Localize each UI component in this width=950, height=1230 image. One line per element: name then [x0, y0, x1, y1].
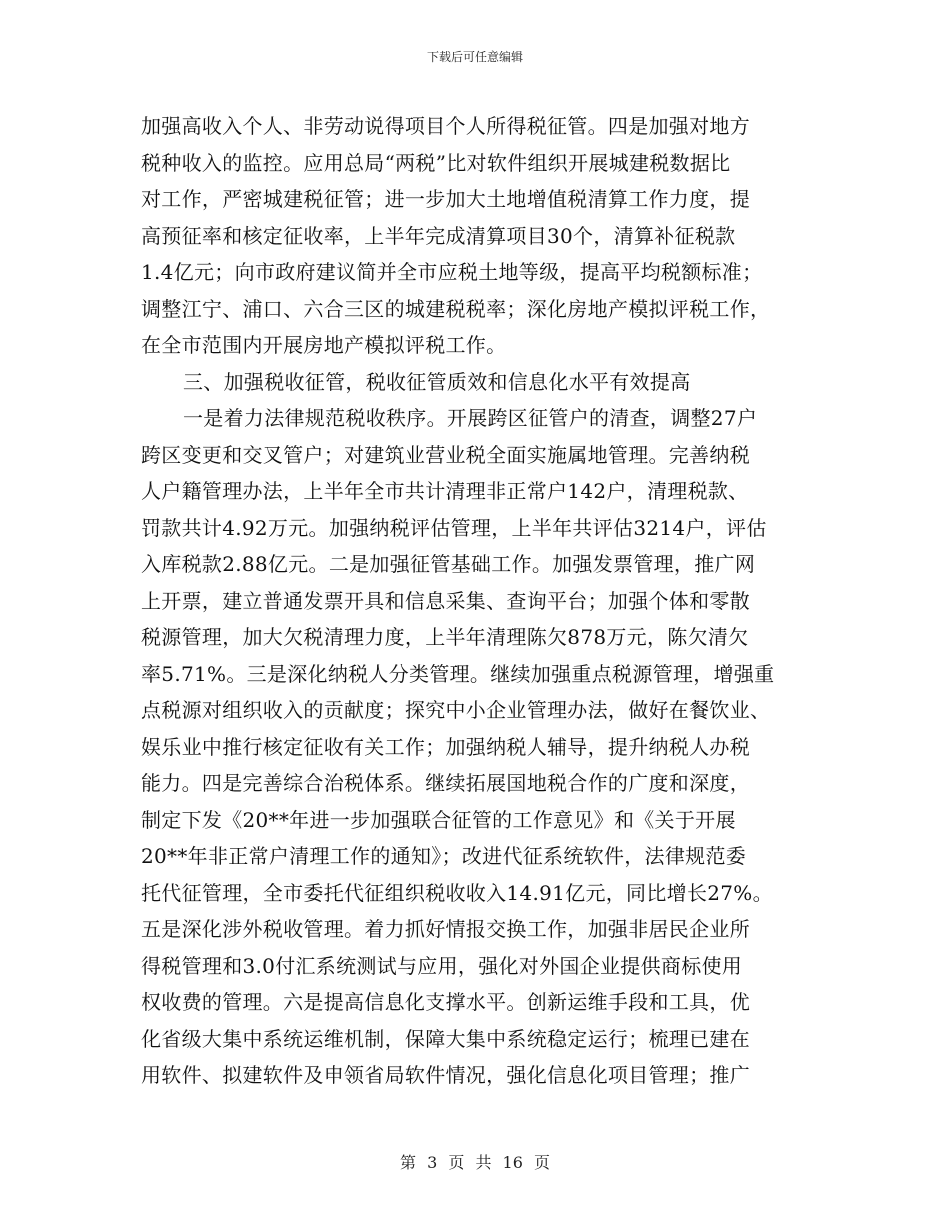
text-line: 在全市范围内开展房地产模拟评税工作。 — [141, 333, 507, 357]
text-line: 对工作，严密城建税征管；进一步加大土地增值税清算工作力度，提 — [141, 187, 750, 211]
text-line: 用软件、拟建软件及申领省局软件情况，强化信息化项目管理；推广 — [141, 1063, 750, 1087]
text-line: 罚款共计4.92万元。加强纳税评估管理，上半年共评估3214户，评估 — [141, 515, 767, 540]
page-header: 下载后可任意编辑 — [426, 50, 523, 64]
text-line: 娱乐业中推行核定征收有关工作；加强纳税人辅导，提升纳税人办税 — [141, 734, 750, 759]
text-line: 率5.71%。三是深化纳税人分类管理。继续加强重点税源管理，增强重 — [141, 661, 775, 686]
text-line: 一是着力法律规范税收秩序。开展跨区征管户的清查，调整27户 — [183, 406, 758, 430]
text-line: 托代征管理，全市委托代征组织税收收入14.91亿元，同比增长27%。 — [141, 880, 773, 905]
text-line: 20**年非正常户清理工作的通知》；改进代征系统软件，法律规范委 — [141, 844, 747, 868]
text-line: 跨区变更和交叉管户；对建筑业营业税全面实施属地管理。完善纳税 — [141, 442, 750, 467]
text-line: 能力。四是完善综合治税体系。继续拓展国地税合作的广度和深度， — [141, 771, 750, 795]
page-footer: 第 3 页 共 16 页 — [400, 1153, 550, 1172]
text-line: 点税源对组织收入的贡献度；探究中小企业管理办法，做好在餐饮业、 — [141, 698, 771, 722]
text-line: 1.4亿元；向市政府建议简并全市应税土地等级，提高平均税额标准； — [141, 260, 763, 284]
text-line: 税种收入的监控。应用总局“两税”比对软件组织开展城建税数据比 — [141, 150, 731, 175]
text-line: 三、加强税收征管，税收征管质效和信息化水平有效提高 — [183, 369, 691, 394]
document-body — [141, 108, 821, 1094]
text-line: 人户籍管理办法，上半年全市共计清理非正常户142户，清理税款、 — [141, 479, 749, 503]
text-line: 化省级大集中系统运维机制，保障大集中系统稳定运行；梳理已建在 — [141, 1026, 750, 1051]
text-line: 上开票，建立普通发票开具和信息采集、查询平台；加强个体和零散 — [141, 588, 750, 613]
text-line: 权收费的管理。六是提高信息化支撑水平。创新运维手段和工具，优 — [141, 990, 750, 1014]
text-line: 入库税款2.88亿元。二是加强征管基础工作。加强发票管理，推广网 — [141, 552, 756, 576]
text-line: 高预征率和核定征收率，上半年完成清算项目30个，清算补征税款 — [141, 223, 736, 248]
text-line: 得税管理和3.0付汇系统测试与应用，强化对外国企业提供商标使用 — [141, 953, 743, 978]
text-line: 五是深化涉外税收管理。着力抓好情报交换工作，加强非居民企业所 — [141, 917, 750, 941]
text-line: 加强高收入个人、非劳动说得项目个人所得税征管。四是加强对地方 — [141, 114, 750, 138]
text-line: 调整江宁、浦口、六合三区的城建税税率；深化房地产模拟评税工作， — [141, 296, 771, 321]
text-line: 税源管理，加大欠税清理力度，上半年清理陈欠878万元，陈欠清欠 — [141, 625, 749, 649]
text-line: 制定下发《20**年进一步加强联合征管的工作意见》和《关于开展 — [141, 807, 736, 832]
